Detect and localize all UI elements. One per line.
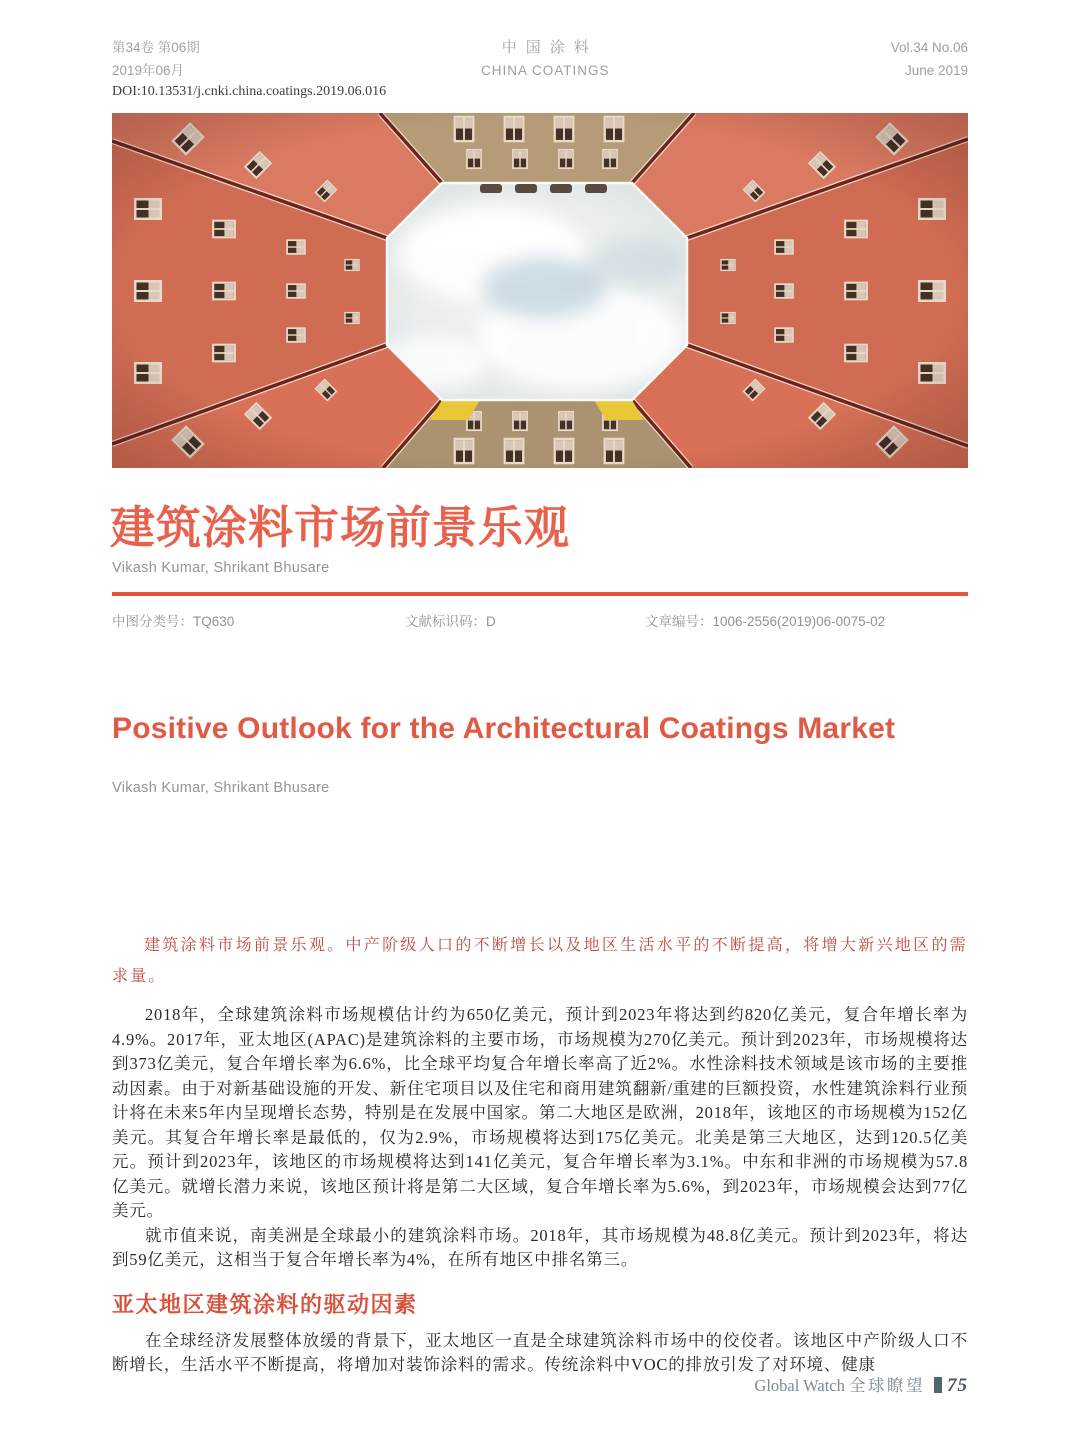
courtyard-photo	[112, 113, 968, 468]
courtyard-photo-illustration	[112, 113, 968, 468]
article-meta-row	[112, 610, 968, 630]
authors-en-block: Vikash Kumar, Shrikant Bhusare	[112, 780, 330, 796]
clc-number: 中图分类号：TQ630	[112, 614, 235, 629]
section-paragraph: 在全球经济发展整体放缓的背景下，亚太地区一直是全球建筑涂料市场中的佼佼者。该地区中产阶级人口不断增长，生活水平不断提高，将增加对装饰涂料的需求。传统涂料中VOC的排放引发了对环境、健康	[112, 1330, 968, 1374]
section-heading: 亚太地区建筑涂料的驱动因素	[112, 1291, 418, 1317]
journal-name-cn: 中国涂料	[501, 39, 598, 56]
header-left	[112, 36, 200, 82]
date-en: June 2019	[904, 63, 968, 78]
red-divider-rule	[112, 592, 968, 596]
header-right	[891, 36, 968, 82]
journal-name-en: CHINA COATINGS	[480, 63, 610, 78]
authors-cn-block: Vikash Kumar, Shrikant Bhusare	[112, 560, 330, 576]
doi-line: DOI:10.13531/j.cnki.china.coatings.2019.06.016	[112, 84, 387, 99]
date-cn: 2019年06月	[112, 63, 185, 78]
volume-issue-en: Vol.34 No.06	[890, 40, 968, 55]
header-center	[481, 36, 610, 82]
article-title-cn: 建筑涂料市场前景乐观	[110, 502, 571, 553]
page-header	[112, 36, 968, 82]
article-body	[112, 930, 968, 1378]
article-id: 文章编号：1006-2556(2019)06-0075-02	[645, 614, 886, 629]
body-paragraph-2: 就市值来说，南美洲是全球最小的建筑涂料市场。2018年，其市场规模为48.8亿美元。预计到2023年，将达到59亿美元，这相当于复合年增长率为4%，在所有地区中排名第三。	[112, 1225, 968, 1269]
document-code: 文献标识码：D	[405, 614, 496, 629]
article-title-en: Positive Outlook for the Architectural Coatings Market	[112, 712, 896, 745]
abstract-paragraph: 建筑涂料市场前景乐观。中产阶级人口的不断增长以及地区生活水平的不断提高，将增大新兴地区的需求量。	[112, 937, 968, 985]
body-paragraph-1: 2018年，全球建筑涂料市场规模估计约为650亿美元，预计到2023年将达到约820亿美元，复合年增长率为4.9%。2017年，亚太地区(APAC)是建筑涂料的主要市场，市场规模为270亿美元。预计到2023年，市场规模将达到373亿美元，复合年增长率为6.6%，比全球平均复合年增长率高了近2%。水性涂料技术领域是该市场的主要推动因素。由于对新基础设施的开发、新住宅项目以及住宅和商用建筑翻新/重建的巨额投资，水性建筑涂料行业预计将在未来5年内呈现增长态势，特别是在发展中国家。第二大地区是欧洲，2018年，该地区的市场规模为152亿美元。其复合年增长率是最低的，仅为2.9%，市场规模将达到175亿美元。北美是第三大地区，达到120.5亿美元。预计到2023年，该地区的市场规模将达到141亿美元，复合年增长率为3.1%。中东和非洲的市场规模为57.8亿美元。就增长潜力来说，该地区预计将是第二大区域，复合年增长率为5.6%，到2023年，市场规模会达到77亿美元。	[112, 1005, 968, 1220]
footer-label-en: Global Watch	[754, 1376, 845, 1395]
footer-bar-icon	[934, 1377, 942, 1393]
volume-issue-cn: 第34卷 第06期	[112, 40, 200, 55]
page-number: 75	[947, 1375, 968, 1396]
page-footer	[112, 1372, 968, 1397]
footer-label-cn: 全球瞭望	[849, 1376, 925, 1395]
